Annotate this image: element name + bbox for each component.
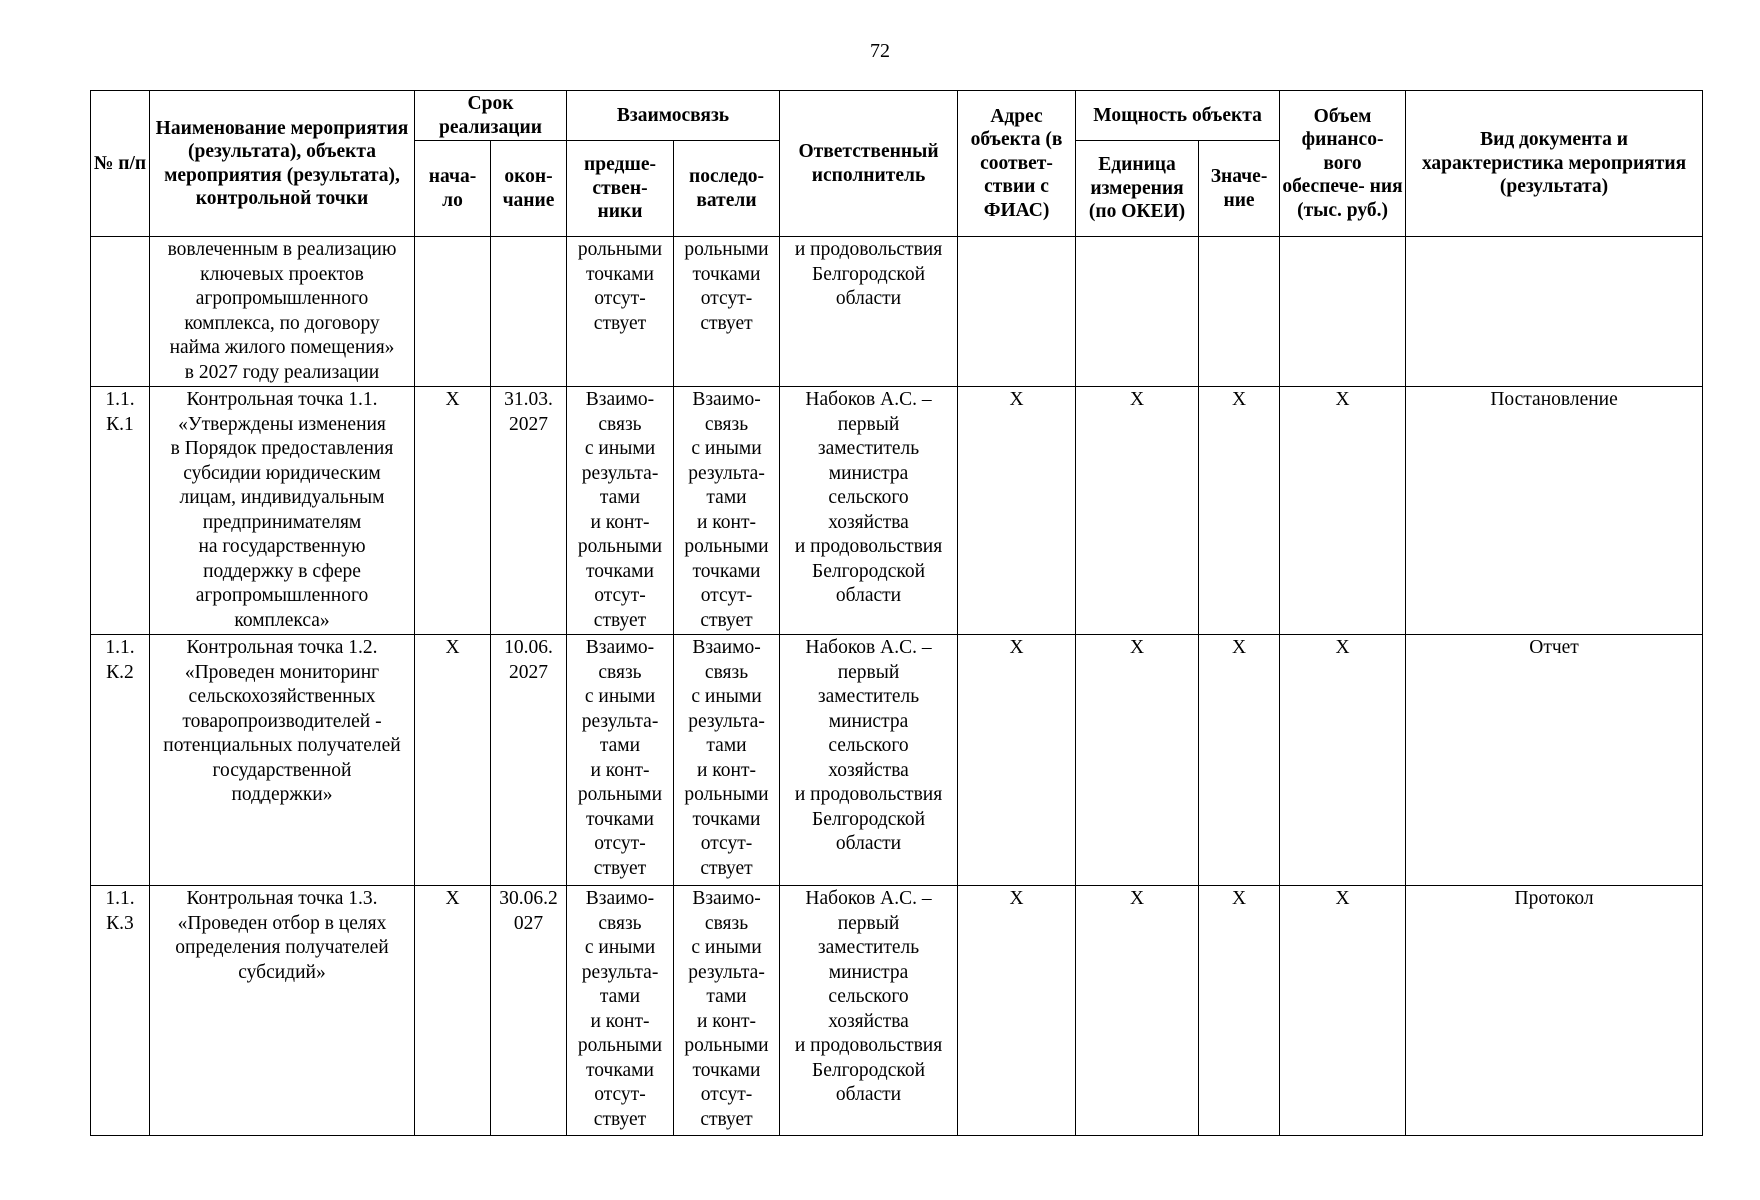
- cell-finance: X: [1280, 387, 1406, 635]
- cell-doc-type: Отчет: [1406, 635, 1703, 886]
- cell-num: 1.1. К.1: [91, 387, 150, 635]
- cell-finance: X: [1280, 886, 1406, 1136]
- cell-name: Контрольная точка 1.1. «Утверждены изменения в Порядок предоставления субсидии юридическим лицам, индивидуальным предпринимателям на государственную поддержку в сфере агропромышленного комплекса»: [150, 387, 415, 635]
- header-start: нача- ло: [415, 141, 491, 237]
- cell-address: X: [958, 886, 1076, 1136]
- cell-num: 1.1. К.2: [91, 635, 150, 886]
- cell-unit: X: [1076, 635, 1199, 886]
- cell-value: X: [1199, 387, 1280, 635]
- cell-doc-type: Протокол: [1406, 886, 1703, 1136]
- cell-unit: [1076, 237, 1199, 387]
- cell-name: Контрольная точка 1.3. «Проведен отбор в целях определения получателей субсидий»: [150, 886, 415, 1136]
- cell-responsible: и продовольствия Белгородской области: [780, 237, 958, 387]
- table-row: [91, 387, 1703, 635]
- header-name: Наименование мероприятия (результата), объекта мероприятия (результата), контрольной точки: [150, 91, 415, 237]
- table-row: [91, 237, 1703, 387]
- header-successors: последо- ватели: [674, 141, 780, 237]
- cell-predecessors: Взаимо- связь с иными результа- тами и конт- рольными точками отсут- ствует: [567, 387, 674, 635]
- cell-start: [415, 237, 491, 387]
- header-value: Значе- ние: [1199, 141, 1280, 237]
- cell-address: X: [958, 635, 1076, 886]
- activities-table: [90, 90, 1703, 1136]
- cell-num: [91, 237, 150, 387]
- page-number: 72: [870, 40, 890, 62]
- cell-start: X: [415, 387, 491, 635]
- cell-successors: Взаимо- связь с иными результа- тами и конт- рольными точками отсут- ствует: [674, 635, 780, 886]
- cell-responsible: Набоков А.С. – первый заместитель министра сельского хозяйства и продовольствия Белгородской области: [780, 635, 958, 886]
- cell-start: X: [415, 886, 491, 1136]
- cell-responsible: Набоков А.С. – первый заместитель министра сельского хозяйства и продовольствия Белгородской области: [780, 387, 958, 635]
- header-predecessors: предше- ствен- ники: [567, 141, 674, 237]
- header-row-1: [91, 91, 1703, 141]
- table-row: [91, 886, 1703, 1136]
- cell-num: 1.1. К.3: [91, 886, 150, 1136]
- header-capacity: Мощность объекта: [1076, 91, 1280, 141]
- cell-value: X: [1199, 635, 1280, 886]
- cell-end: 31.03. 2027: [491, 387, 567, 635]
- cell-name: вовлеченным в реализацию ключевых проектов агропромышленного комплекса, по договору найма жилого помещения» в 2027 году реализации: [150, 237, 415, 387]
- cell-address: X: [958, 387, 1076, 635]
- cell-successors: рольными точками отсут- ствует: [674, 237, 780, 387]
- header-responsible: Ответственный исполнитель: [780, 91, 958, 237]
- cell-successors: Взаимо- связь с иными результа- тами и конт- рольными точками отсут- ствует: [674, 387, 780, 635]
- cell-predecessors: рольными точками отсут- ствует: [567, 237, 674, 387]
- header-num: № п/п: [91, 91, 150, 237]
- cell-value: [1199, 237, 1280, 387]
- cell-predecessors: Взаимо- связь с иными результа- тами и конт- рольными точками отсут- ствует: [567, 886, 674, 1136]
- cell-predecessors: Взаимо- связь с иными результа- тами и конт- рольными точками отсут- ствует: [567, 635, 674, 886]
- table-row: [91, 635, 1703, 886]
- cell-responsible: Набоков А.С. – первый заместитель министра сельского хозяйства и продовольствия Белгородской области: [780, 886, 958, 1136]
- header-end: окон- чание: [491, 141, 567, 237]
- header-doc-type: Вид документа и характеристика мероприятия (результата): [1406, 91, 1703, 237]
- cell-end: 10.06. 2027: [491, 635, 567, 886]
- cell-end: [491, 237, 567, 387]
- cell-successors: Взаимо- связь с иными результа- тами и конт- рольными точками отсут- ствует: [674, 886, 780, 1136]
- header-finance: Объем финансо- вого обеспече- ния (тыс. руб.): [1280, 91, 1406, 237]
- cell-unit: X: [1076, 387, 1199, 635]
- cell-unit: X: [1076, 886, 1199, 1136]
- header-address: Адрес объекта (в соответ- ствии с ФИАС): [958, 91, 1076, 237]
- header-term: Срок реализации: [415, 91, 567, 141]
- header-relation: Взаимосвязь: [567, 91, 780, 141]
- cell-finance: [1280, 237, 1406, 387]
- cell-end: 30.06.2 027: [491, 886, 567, 1136]
- cell-start: X: [415, 635, 491, 886]
- cell-name: Контрольная точка 1.2. «Проведен мониторинг сельскохозяйственных товаропроизводителей - потенциальных получателей государственной поддержки»: [150, 635, 415, 886]
- cell-doc-type: [1406, 237, 1703, 387]
- cell-address: [958, 237, 1076, 387]
- cell-finance: X: [1280, 635, 1406, 886]
- header-unit: Единица измерения (по ОКЕИ): [1076, 141, 1199, 237]
- cell-doc-type: Постановление: [1406, 387, 1703, 635]
- cell-value: X: [1199, 886, 1280, 1136]
